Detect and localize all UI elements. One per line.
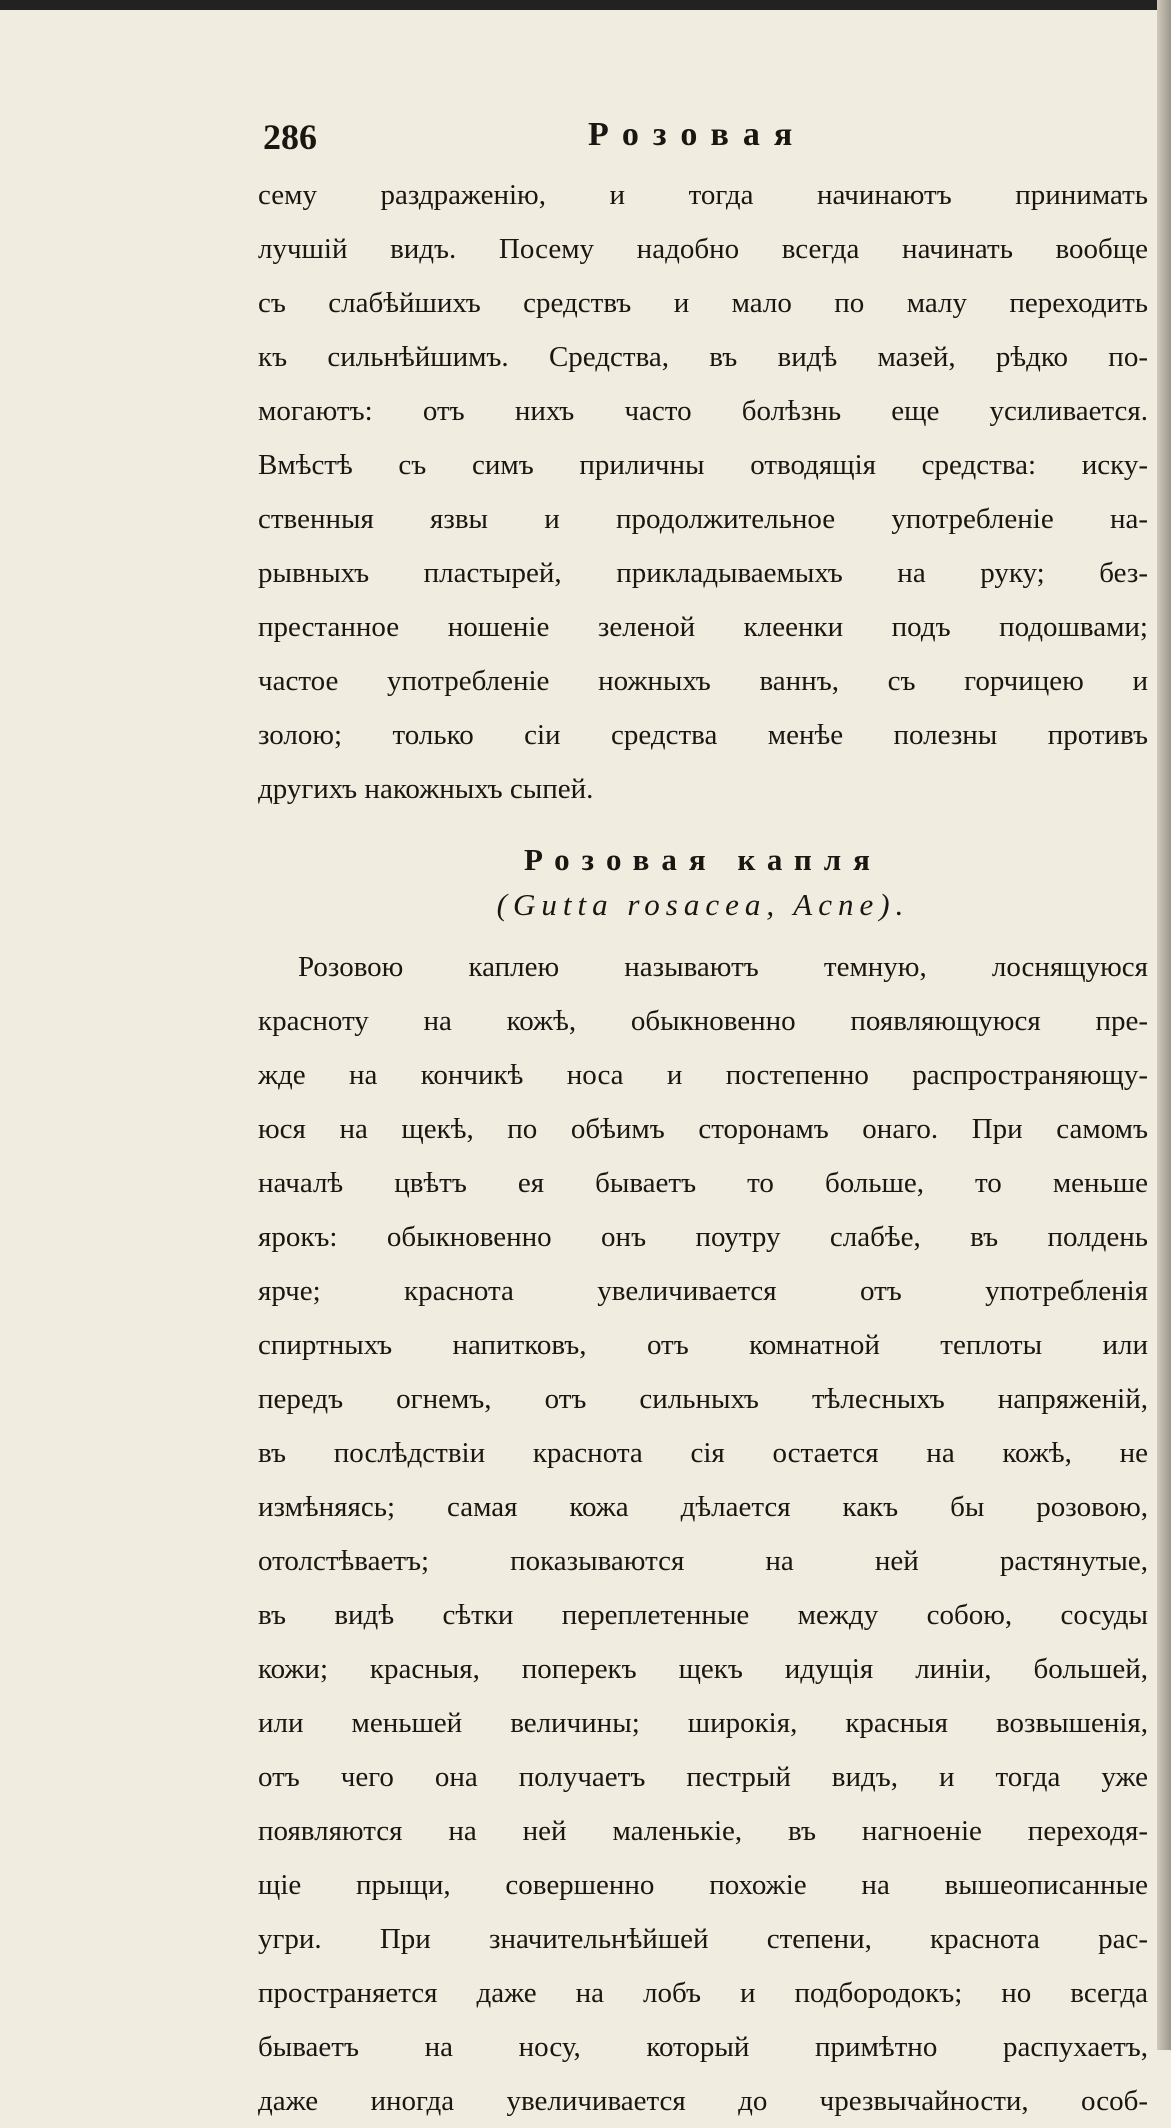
text-line: пространяется даже на лобъ и подбородокъ; но всегда — [258, 1977, 1148, 2009]
text-line: красноту на кожѣ, обыкновенно появляющуюся пре- — [258, 1005, 1148, 1037]
text-line: щіе прыщи, совершенно похожіе на вышеописанные — [258, 1869, 1148, 1901]
text-line: Вмѣстѣ съ симъ приличны отводящія средства: иску- — [258, 449, 1148, 481]
text-line: бываетъ на носу, который примѣтно распухаетъ, — [258, 2031, 1148, 2063]
section-title: Розовая капля — [524, 842, 882, 877]
text-line: рывныхъ пластырей, прикладываемыхъ на руку; без- — [258, 557, 1148, 589]
text-line: сему раздраженію, и тогда начинаютъ принимать — [258, 179, 1148, 211]
text-line: жде на кончикѣ носа и постепенно распространяющу- — [258, 1059, 1148, 1091]
text-line: или меньшей величины; широкія, красныя возвышенія, — [258, 1707, 1148, 1739]
text-line: въ послѣдствіи краснота сія остается на кожѣ, не — [258, 1437, 1148, 1469]
paragraph-2 — [258, 940, 1148, 2128]
page-top-edge — [0, 0, 1171, 10]
text-line: даже иногда увеличивается до чрезвычайности, особ- — [258, 2085, 1148, 2117]
text-line: Розовою каплею называютъ темную, лоснящуюся — [298, 951, 1148, 983]
section-latin-subtitle: (Gutta rosacea, Acne). — [496, 887, 910, 922]
text-line: съ слабѣйшихъ средствъ и мало по малу переходить — [258, 287, 1148, 319]
text-line: началѣ цвѣтъ ея бываетъ то больше, то меньше — [258, 1167, 1148, 1199]
text-line: къ сильнѣйшимъ. Средства, въ видѣ мазей, рѣдко по- — [258, 341, 1148, 373]
text-line: отъ чего она получаетъ пестрый видъ, и тогда уже — [258, 1761, 1148, 1793]
text-line: престанное ношеніе зеленой клеенки подъ подошвами; — [258, 611, 1148, 643]
text-line: появляются на ней маленькіе, въ нагноеніе переходя- — [258, 1815, 1148, 1847]
page-number: 286 — [263, 117, 317, 157]
text-line: спиртныхъ напитковъ, отъ комнатной теплоты или — [258, 1329, 1148, 1361]
text-line: передъ огнемъ, отъ сильныхъ тѣлесныхъ напряженій, — [258, 1383, 1148, 1415]
text-line: ственныя язвы и продолжительное употребленіе на- — [258, 503, 1148, 535]
page-right-edge — [1157, 0, 1171, 2050]
text-line: юся на щекѣ, по обѣимъ сторонамъ онаго. При самомъ — [258, 1113, 1148, 1145]
text-line: могаютъ: отъ нихъ часто болѣзнь еще усиливается. — [258, 395, 1148, 427]
text-line: угри. При значительнѣйшей степени, краснота рас- — [258, 1923, 1148, 1955]
text-line: кожи; красныя, поперекъ щекъ идущія линіи, большей, — [258, 1653, 1148, 1685]
text-line: ярокъ: обыкновенно онъ поутру слабѣе, въ полдень — [258, 1221, 1148, 1253]
text-line: отолстѣваетъ; показываются на ней растянутые, — [258, 1545, 1148, 1577]
text-line: въ видѣ сѣтки переплетенные между собою, сосуды — [258, 1599, 1148, 1631]
text-line: частое употребленіе ножныхъ ваннъ, съ горчицею и — [258, 665, 1148, 697]
running-title: Розовая — [588, 116, 807, 153]
text-line: другихъ накожныхъ сыпей. — [258, 773, 594, 805]
text-line: ярче; краснота увеличивается отъ употребленія — [258, 1275, 1148, 1307]
paragraph-1 — [258, 168, 1148, 816]
text-line: лучшій видъ. Посему надобно всегда начинать вообще — [258, 233, 1148, 265]
page-header — [258, 108, 1148, 168]
text-line: измѣняясь; самая кожа дѣлается какъ бы розовою, — [258, 1491, 1148, 1523]
text-line: золою; только сіи средства менѣе полезны противъ — [258, 719, 1148, 751]
book-page — [258, 108, 1148, 2128]
